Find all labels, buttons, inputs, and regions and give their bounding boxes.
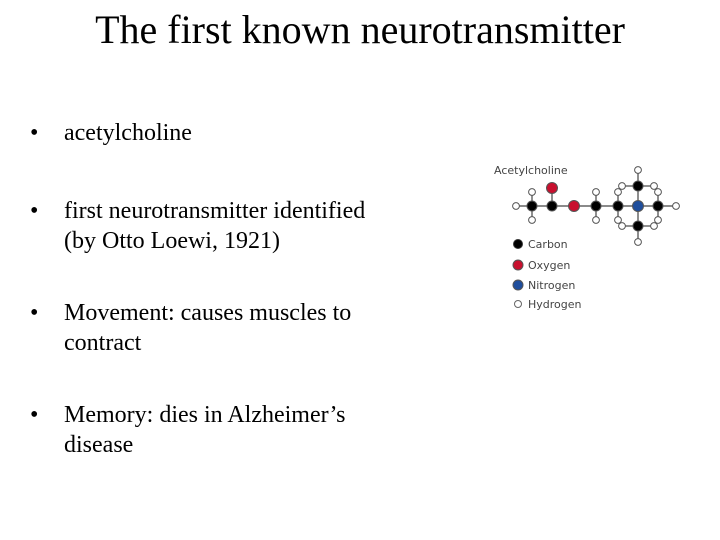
bullet-text-continued: disease [64,432,134,458]
bullet-marker: • [30,120,39,146]
bullet-first-identified [30,196,484,256]
hydrogen-atom-icon [593,217,600,224]
carbon-atom-icon [613,201,623,211]
acetylcholine-diagram [490,158,690,318]
oxygen-atom-icon [547,183,558,194]
bullet-acetylcholine [30,118,484,148]
bullet-marker: • [30,198,39,224]
carbon-atom-icon [653,201,663,211]
carbon-atom-icon [527,201,537,211]
hydrogen-atom-icon [651,223,658,230]
nitrogen-atom-icon [513,280,523,290]
legend-label-carbon: Carbon [528,238,568,251]
hydrogen-atom-icon [529,217,536,224]
hydrogen-atom-icon [515,301,522,308]
carbon-atom-icon [514,240,523,249]
carbon-atom-icon [547,201,557,211]
hydrogen-atom-icon [593,189,600,196]
hydrogen-atom-icon [619,183,626,190]
hydrogen-atom-icon [673,203,680,210]
hydrogen-atom-icon [635,239,642,246]
bullet-marker: • [30,300,39,326]
hydrogen-atom-icon [529,189,536,196]
oxygen-atom-icon [569,201,580,212]
oxygen-atom-icon [513,260,523,270]
hydrogen-atom-icon [655,217,662,224]
legend-label-nitrogen: Nitrogen [528,279,576,292]
slide-title: The first known neurotransmitter [95,7,625,52]
carbon-atom-icon [633,221,643,231]
bullet-memory [30,400,484,460]
hydrogen-atom-icon [513,203,520,210]
bullet-text-continued: contract [64,330,142,356]
bullet-text-continued: (by Otto Loewi, 1921) [64,228,280,254]
bullet-text: Movement: causes muscles to [64,300,352,326]
hydrogen-atom-icon [615,189,622,196]
nitrogen-atom-icon [633,201,644,212]
hydrogen-atom-icon [651,183,658,190]
bullet-movement [30,298,484,358]
bullet-text: acetylcholine [64,120,192,146]
bullet-text: first neurotransmitter identified [64,198,366,224]
hydrogen-atom-icon [615,217,622,224]
bullet-marker: • [30,402,39,428]
legend [513,238,582,311]
diagram-title: Acetylcholine [494,164,568,177]
hydrogen-atom-icon [655,189,662,196]
carbon-atom-icon [591,201,601,211]
legend-label-hydrogen: Hydrogen [528,298,582,311]
carbon-atom-icon [633,181,643,191]
legend-label-oxygen: Oxygen [528,259,571,272]
bullet-text: Memory: dies in Alzheimer’s [64,402,346,428]
hydrogen-atom-icon [619,223,626,230]
hydrogen-atom-icon [635,167,642,174]
